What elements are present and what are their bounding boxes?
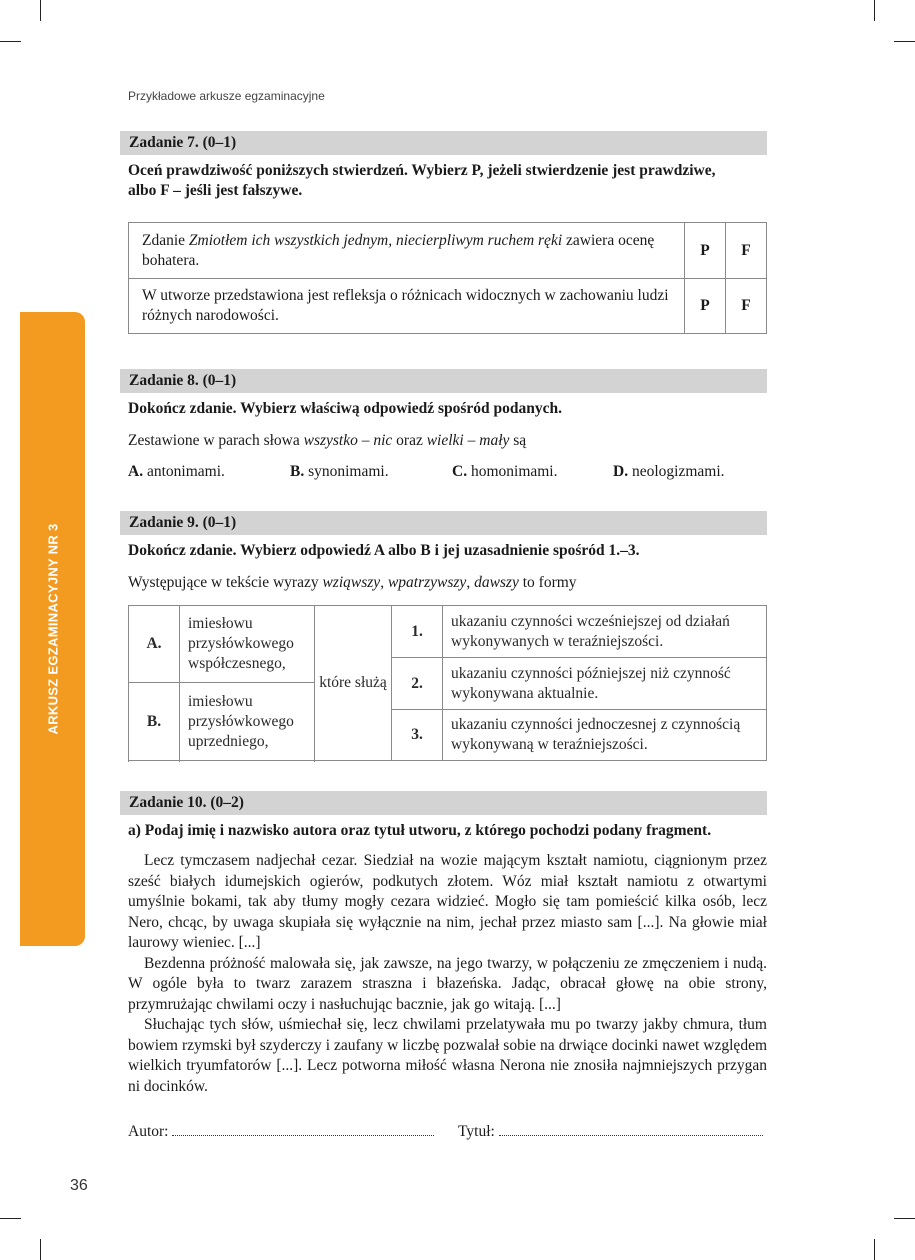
title-answer	[458, 1122, 763, 1142]
task7-true-option-1[interactable]: P	[685, 223, 726, 279]
task9-stem	[128, 573, 577, 593]
stem-dash: –	[463, 432, 480, 449]
literary-fragment	[128, 851, 767, 1097]
option-text: neologizmami.	[628, 463, 725, 480]
task9-connector: które służą	[315, 606, 392, 761]
option-letter: C.	[452, 463, 468, 480]
stem-sep: ,	[466, 574, 475, 591]
fragment-paragraph-1: Lecz tymczasem nadjechał cezar. Siedział na wozie mającym kształt namiotu, ciągnionym przez sześć białych idumejskich ogierów, podkutych złotem. Wóz miał kształt namiotu z otwartymi umyślnie bokami, tak aby tłumy mogły cezara widzieć. Mogło się tam pomieścić kilka osób, lecz Nero, chcąc, by uwaga skupiała się wyłącznie na nim, jechał przez miasto sam [...]. Na głowie miał laurowy wieniec. [...]	[128, 852, 767, 951]
task9-reason-3-text: ukazaniu czynności jednoczesnej z czynnością wykonywaną w teraźniejszości.	[443, 710, 767, 761]
task7-false-option-2[interactable]: F	[726, 279, 767, 334]
task7-header: Zadanie 7. (0–1)	[120, 131, 767, 155]
stem-text: są	[509, 432, 527, 449]
crop-mark	[40, 1239, 41, 1260]
task9-reason-1-text: ukazaniu czynności wcześniejszej od działań wykonywanych w teraźniejszości.	[443, 606, 767, 658]
statement-prefix: Zdanie	[142, 231, 189, 249]
task8-header: Zadanie 8. (0–1)	[120, 369, 767, 393]
fragment-paragraph-3: Słuchając tych słów, uśmiechał się, lecz chwilami przelatywała mu po twarzy jakby chmura, tłum bowiem rzymski był szyderczy i zaufany w liczbę pozwalał sobie na drwiące docinki nawet względem wielkich tryumfatorów [...]. Lecz potworna miłość własna Nerona nie znosiła najmniejszych przygan ni docinków.	[128, 1016, 767, 1095]
stem-word: nic	[373, 432, 393, 449]
stem-word: wpatrzywszy	[387, 574, 467, 591]
task9-reason-2-text: ukazaniu czynności późniejszej niż czynność wykonywana aktualnie.	[443, 658, 767, 710]
page-number: 36	[70, 1177, 88, 1194]
stem-text: to formy	[518, 574, 577, 591]
stem-word: wszystko	[303, 432, 358, 449]
task9-reason-2-num[interactable]: 2.	[392, 658, 443, 710]
crop-mark	[894, 41, 915, 42]
task9-reason-3-num[interactable]: 3.	[392, 710, 443, 761]
task8-option-a[interactable]	[128, 463, 225, 481]
statement-quote: Zmiotłem ich wszystkich jednym, niecierpliwym ruchem ręki	[188, 231, 563, 249]
stem-word: dawszy	[474, 574, 519, 591]
task8-option-c[interactable]	[452, 463, 558, 481]
task7-table	[128, 222, 767, 334]
crop-mark	[874, 1239, 875, 1260]
author-label: Autor:	[128, 1123, 169, 1140]
task9-choice-b[interactable]: B.	[129, 683, 180, 761]
stem-sep: ,	[380, 574, 388, 591]
stem-dash: –	[357, 432, 374, 449]
task9-choice-a[interactable]: A.	[129, 606, 180, 683]
crop-mark	[0, 41, 21, 42]
crop-mark	[0, 1218, 21, 1219]
title-label: Tytuł:	[458, 1123, 495, 1140]
option-letter: D.	[613, 463, 629, 480]
stem-word: wziąwszy	[322, 574, 381, 591]
task8-option-d[interactable]	[613, 463, 725, 481]
task9-choice-b-text: imiesłowu przysłówkowego uprzedniego,	[180, 683, 315, 761]
task8-stem	[128, 431, 526, 451]
task10-instruction: a) Podaj imię i nazwisko autora oraz tytuł utworu, z którego pochodzi podany fragment.	[128, 822, 712, 839]
stem-text: Zestawione w parach słowa	[128, 432, 304, 449]
task7-instruction-line2: albo F – jeśli jest fałszywe.	[128, 182, 303, 199]
option-text: antonimami.	[143, 463, 225, 480]
task9-choice-a-text: imiesłowu przysłówkowego współczesnego,	[180, 606, 315, 683]
stem-text: Występujące w tekście wyrazy	[128, 574, 323, 591]
task9-header: Zadanie 9. (0–1)	[120, 511, 767, 535]
task9-instruction: Dokończ zdanie. Wybierz odpowiedź A albo B i jej uzasadnienie spośród 1.–3.	[128, 542, 640, 559]
stem-word: mały	[479, 432, 510, 449]
option-text: homonimami.	[467, 463, 558, 480]
task7-statement-1	[129, 223, 685, 279]
crop-mark	[40, 0, 41, 21]
crop-mark	[894, 1218, 915, 1219]
title-answer-line[interactable]	[499, 1123, 763, 1136]
task10-header: Zadanie 10. (0–2)	[120, 791, 767, 815]
task8-option-b[interactable]	[290, 463, 389, 481]
option-letter: B.	[290, 463, 305, 480]
task8-instruction: Dokończ zdanie. Wybierz właściwą odpowiedź spośród podanych.	[128, 400, 563, 417]
side-tab-label: ARKUSZ EGZAMINACYJNY NR 3	[45, 523, 61, 735]
author-answer	[128, 1122, 434, 1142]
fragment-paragraph-2: Bezdenna próżność malowała się, jak zawsze, na jego twarzy, w połączeniu ze zmęczeniem i nudą. W ogóle była to twarz zarazem straszna i błazeńska. Jadąc, obracał głowę na obie strony, przymrużając chwilami oczy i nasłuchując bacznie, jak go witają. [...]	[128, 954, 767, 1013]
task7-row-1	[129, 223, 767, 279]
author-answer-line[interactable]	[172, 1123, 434, 1136]
task7-row-2	[129, 279, 767, 334]
task7-statement-2: W utworze przedstawiona jest refleksja o różnicach widocznych w zachowaniu ludzi różnych narodowości.	[129, 279, 685, 334]
crop-mark	[874, 0, 875, 21]
task9-reason-1-num[interactable]: 1.	[392, 606, 443, 658]
task7-true-option-2[interactable]: P	[685, 279, 726, 334]
stem-word: wielki	[426, 432, 464, 449]
running-head: Przykładowe arkusze egzaminacyjne	[128, 89, 325, 103]
stem-text: oraz	[392, 432, 427, 449]
task7-false-option-1[interactable]: F	[726, 223, 767, 279]
statement-suffix: zawiera ocenę bohatera.	[142, 231, 655, 269]
task9-table	[128, 605, 767, 761]
task7-instruction-line1: Oceń prawdziwość poniższych stwierdzeń. Wybierz P, jeżeli stwierdzenie jest prawdziwe,	[128, 162, 716, 179]
option-text: synonimami.	[304, 463, 389, 480]
option-letter: A.	[128, 463, 144, 480]
